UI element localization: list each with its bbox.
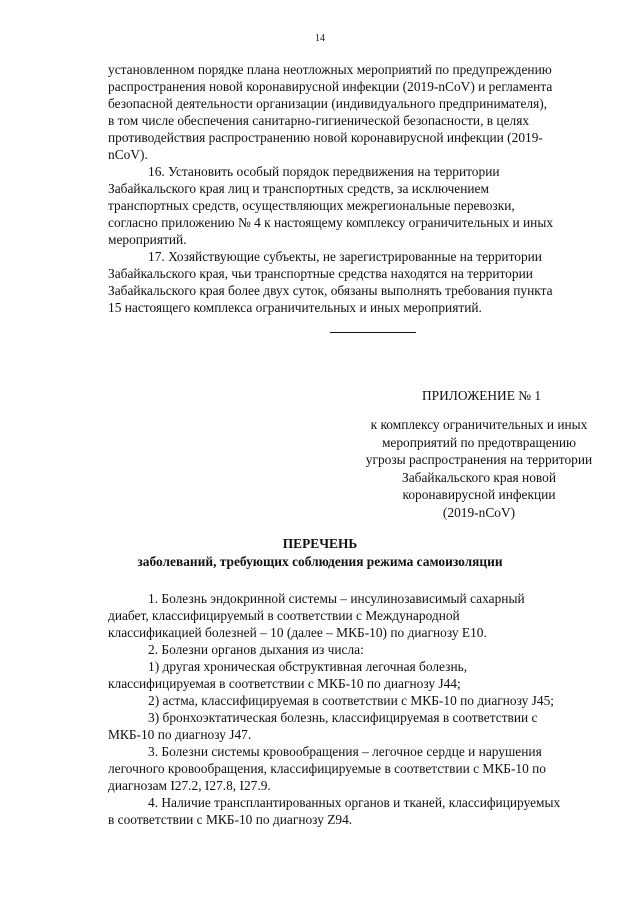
list-title: ПЕРЕЧЕНЬ (282, 536, 358, 551)
text-line: 1. Болезнь эндокринной системы – инсулинозависимый сахарный (148, 591, 525, 606)
text-line: 16. Установить особый порядок передвижения на территории (148, 164, 500, 179)
text-line: диагнозам I27.2, I27.8, I27.9. (108, 778, 271, 793)
appendix-title: ПРИЛОЖЕНИЕ № 1 (422, 388, 542, 403)
list-item-4 (108, 794, 609, 828)
text-line: Забайкальского края лиц и транспортных средств, за исключением (108, 181, 489, 196)
text-line: в том числе обеспечения санитарно-гигиенической безопасности, в целях (108, 113, 530, 128)
text-line: Забайкальского края, чьи транспортные средства находятся на территории (108, 266, 533, 281)
text-line: к комплексу ограничительных и иных (370, 417, 588, 432)
text-line: установленном порядке плана неотложных мероприятий по предупреждению (108, 62, 552, 77)
text-line: Забайкальского края новой (402, 469, 556, 485)
separator-line (330, 332, 416, 333)
text-line: классификацией болезней – 10 (далее – МКБ-10) по диагнозу E10. (108, 625, 487, 640)
text-line: распространения новой коронавирусной инфекции (2019-nCoV) и регламента (108, 79, 553, 94)
text-line: мероприятий. (108, 232, 187, 247)
text-line: МКБ-10 по диагнозу J47. (108, 727, 252, 742)
text-line: Забайкальского края более двух суток, обязаны выполнять требования пункта (108, 283, 553, 298)
text-line: 15 настоящего комплекса ограничительных и иных мероприятий. (108, 300, 482, 315)
text-line: согласно приложению № 4 к настоящему комплексу ограничительных и иных (108, 215, 554, 230)
list-item-1 (108, 590, 609, 641)
text-line: 2. Болезни органов дыхания из числа: (148, 642, 364, 657)
text-line: транспортных средств, осуществляющих межрегиональные перевозки, (108, 198, 515, 213)
list-item-2 (108, 641, 609, 658)
text-line: противодействия распространению новой коронавирусной инфекции (2019- (108, 130, 543, 145)
list-item-2-3 (108, 709, 609, 743)
item-16-paragraph (108, 163, 609, 248)
list-item-2-1 (108, 658, 609, 692)
text-line: коронавирусной инфекции (402, 487, 556, 502)
appendix-subtitle (348, 416, 610, 521)
continuation-paragraph (108, 61, 609, 163)
text-line: угрозы распространения на территории (365, 452, 593, 467)
text-line: в соответствии с МКБ-10 по диагнозу Z94. (108, 812, 353, 827)
text-line: 4. Наличие трансплантированных органов и тканей, классифицируемых (148, 795, 561, 810)
text-line: nCoV). (108, 147, 148, 162)
list-item-2-2 (108, 692, 609, 709)
page-number: 14 (315, 33, 325, 44)
list-subtitle: заболеваний, требующих соблюдения режима самоизоляции (137, 554, 503, 569)
text-line: 2) астма, классифицируемая в соответствии с МКБ-10 по диагнозу J45; (148, 693, 554, 708)
item-17-paragraph (108, 248, 609, 316)
text-line: легочного кровообращения, классифицируемые в соответствии с МКБ-10 по (108, 761, 546, 776)
text-line: мероприятий по предотвращению (381, 434, 577, 450)
text-line: классифицируемая в соответствии с МКБ-10 по диагнозу J44; (108, 676, 461, 691)
text-line: (2019-nCoV) (442, 504, 516, 520)
text-line: 1) другая хроническая обструктивная легочная болезнь, (148, 659, 468, 674)
text-line: 3) бронхоэктатическая болезнь, классифицируемая в соответствии с (148, 710, 538, 725)
text-line: диабет, классифицируемый в соответствии с Международной (108, 608, 460, 623)
list-item-3 (108, 743, 609, 794)
text-line: 17. Хозяйствующие субъекты, не зарегистрированные на территории (148, 249, 542, 264)
text-line: безопасной деятельности организации (индивидуального предпринимателя), (108, 96, 548, 111)
text-line: 3. Болезни системы кровообращения – легочное сердце и нарушения (148, 744, 542, 759)
